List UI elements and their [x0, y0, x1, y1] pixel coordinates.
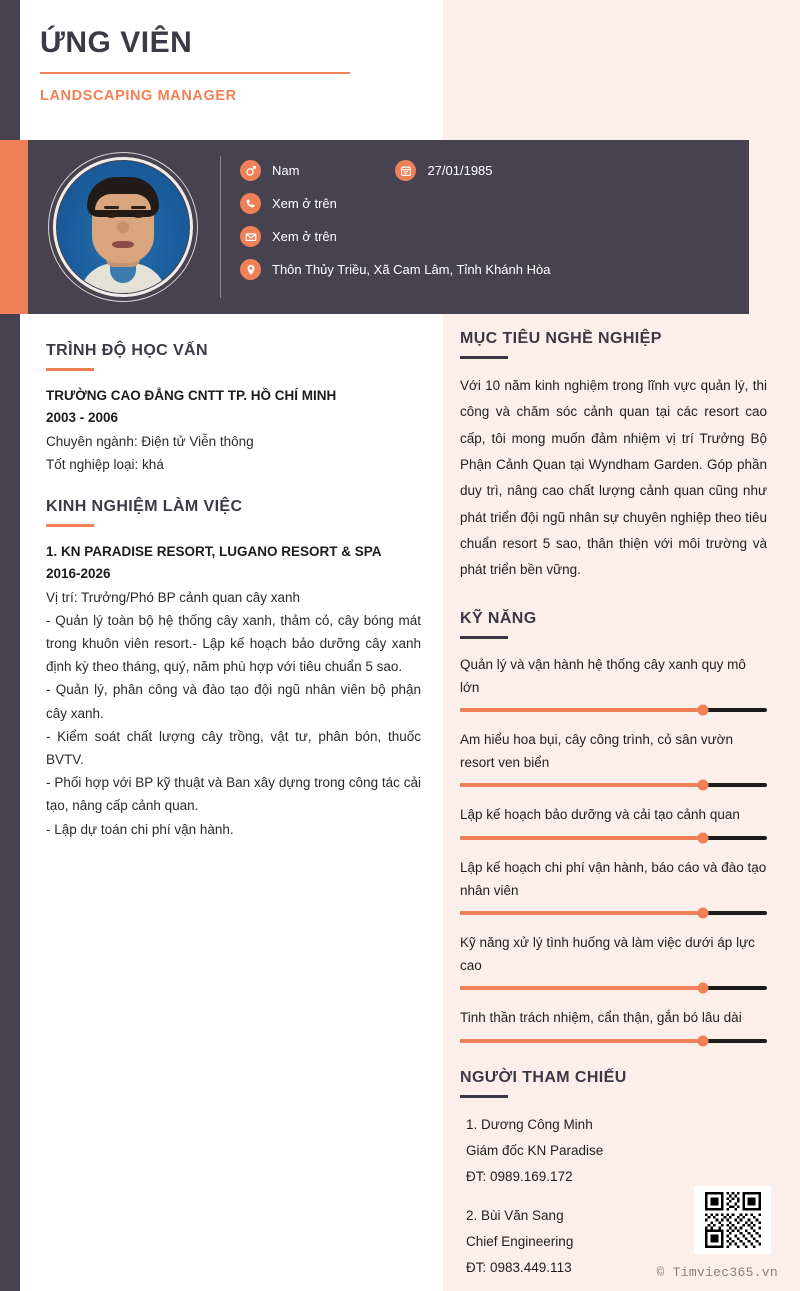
education-heading: TRÌNH ĐỘ HỌC VẤN [46, 342, 208, 359]
contact-row-2 [240, 193, 739, 214]
avatar [48, 152, 198, 302]
contact-phone-value: Xem ở trên [272, 196, 337, 211]
reference-phone: ĐT: 0989.169.172 [466, 1168, 573, 1184]
avatar-photo [57, 161, 189, 293]
skill-label: Quản lý và vận hành hệ thống cây xanh quy mô lớn [460, 656, 746, 695]
skill-label: Kỹ năng xử lý tình huống và làm việc dưới áp lực cao [460, 935, 755, 974]
skill-bar-knob [697, 1035, 708, 1046]
skill-label: Lập kế hoạch bảo dưỡng và cải tạo cảnh quan [460, 807, 740, 823]
contact-row-1 [240, 160, 739, 181]
education-years: 2003 - 2006 [46, 410, 119, 426]
contact-gender [240, 160, 299, 181]
objective-heading-rule [460, 356, 508, 359]
experience-years: 2016-2026 [46, 566, 111, 582]
skill-item [460, 653, 767, 712]
experience-bullet: - Quản lý toàn bộ hệ thống cây xanh, thảm cỏ, cây bóng mát trong khuôn viên resort.- Lập kế hoạch bảo dưỡng cây xanh định kỳ theo tháng, quý, năm phù hợp với tiêu chuẩn 5 sao. [46, 612, 421, 675]
right-column [443, 330, 800, 1281]
skill-label: Am hiểu hoa bụi, cây công trình, cỏ sân vườn resort ven biển [460, 731, 734, 771]
calendar-icon [395, 160, 416, 181]
objective-section [460, 330, 767, 584]
left-orange-accent [0, 140, 28, 314]
location-pin-icon [240, 259, 261, 280]
contact-gender-value: Nam [272, 163, 300, 178]
objective-heading: MỤC TIÊU NGHỀ NGHIỆP [460, 330, 662, 347]
skill-bar-fill [460, 911, 703, 915]
skill-item [460, 931, 767, 990]
contact-birthday [395, 160, 492, 181]
mail-icon [240, 226, 261, 247]
experience-heading: KINH NGHIỆM LÀM VIỆC [46, 497, 243, 515]
gender-icon [240, 160, 261, 181]
reference-item [460, 1112, 767, 1190]
contact-address-value: Thôn Thủy Triều, Xã Cam Lâm, Tỉnh Khánh Hòa [272, 262, 551, 277]
skill-bar-knob [697, 908, 708, 919]
skill-bar-knob [697, 832, 708, 843]
contact-phone [240, 193, 337, 214]
skill-bar [460, 783, 767, 787]
references-heading: NGƯỜI THAM CHIẾU [460, 1068, 627, 1086]
skill-bar-fill [460, 783, 703, 787]
skill-bar-fill [460, 1039, 703, 1043]
experience-section [46, 498, 421, 841]
experience-position: Vị trí: Trưởng/Phó BP cảnh quan cây xanh [46, 589, 301, 605]
skills-section [460, 610, 767, 1043]
education-heading-rule [46, 368, 94, 371]
experience-heading-rule [46, 524, 94, 527]
reference-phone: ĐT: 0983.449.113 [466, 1260, 572, 1276]
reference-name: 2. Bùi Văn Sang [466, 1208, 564, 1224]
skills-heading-rule [460, 636, 508, 639]
qr-code-icon [694, 1186, 771, 1254]
objective-text: Với 10 năm kinh nghiệm trong lĩnh vực quản lý, thi công và chăm sóc cảnh quan tại các resort cao cấp, tôi mong muốn đảm nhiệm vị trí Trưởng Bộ Phận Cảnh Quan tại Wyndham Garden. Góp phần duy trì, nâng cao chất lượng cảnh quan cũng như phát triển đội ngũ nhân sự chuyên nghiệp theo tiêu chuẩn resort 5 sao, thân thiện với môi trường và phát triển bền vững. [460, 378, 767, 578]
phone-icon [240, 193, 261, 214]
reference-role: Chief Engineering [466, 1234, 574, 1250]
skill-item [460, 803, 767, 839]
contact-email-value: Xem ở trên [272, 229, 337, 244]
experience-company: 1. KN PARADISE RESORT, LUGANO RESORT & SPA [46, 543, 382, 559]
contact-birthday-value: 27/01/1985 [427, 163, 493, 178]
name-underline [40, 72, 350, 74]
skill-bar-fill [460, 836, 703, 840]
skill-bar-knob [697, 983, 708, 994]
contact-row-4 [240, 259, 739, 280]
cv-header [20, 0, 443, 140]
skill-bar-knob [697, 704, 708, 715]
references-heading-rule [460, 1095, 508, 1098]
reference-name: 1. Dương Công Minh [466, 1116, 593, 1132]
experience-bullet: - Lập dự toán chi phí vận hành. [46, 821, 234, 837]
contact-address [240, 259, 550, 280]
footer-credit: © Timviec365.vn [656, 1265, 778, 1280]
job-title: LANDSCAPING MANAGER [40, 88, 237, 104]
skill-bar [460, 1039, 767, 1043]
skill-bar [460, 708, 767, 712]
candidate-name: ỨNG VIÊN [40, 26, 193, 59]
skill-item [460, 1006, 767, 1042]
skills-heading: KỸ NĂNG [460, 609, 537, 627]
experience-bullet: - Phối hợp với BP kỹ thuật và Ban xây dựng trong công tác cải tạo, nâng cấp cảnh quan. [46, 775, 421, 814]
skill-item [460, 728, 767, 787]
contact-band [28, 140, 749, 314]
skill-item [460, 856, 767, 915]
contact-divider [220, 156, 221, 298]
experience-bullet: - Quản lý, phân công và đào tạo đội ngũ nhân viên bộ phận cây xanh. [46, 682, 421, 721]
skill-bar [460, 836, 767, 840]
education-grade: Tốt nghiệp loại: khá [46, 456, 164, 472]
skill-bar-knob [697, 780, 708, 791]
experience-bullet: - Kiểm soát chất lượng cây trồng, vật tư, phân bón, thuốc BVTV. [46, 728, 421, 768]
skill-bar-fill [460, 986, 703, 990]
skill-bar [460, 986, 767, 990]
skill-bar [460, 911, 767, 915]
education-section [46, 342, 421, 476]
education-major: Chuyên ngành: Điện tử Viễn thông [46, 433, 254, 449]
contact-list [240, 160, 739, 292]
skill-label: Tinh thần trách nhiệm, cẩn thận, gắn bó lâu dài [460, 1010, 742, 1026]
reference-role: Giám đốc KN Paradise [466, 1142, 604, 1158]
skill-bar-fill [460, 708, 703, 712]
education-school: TRƯỜNG CAO ĐẲNG CNTT TP. HỒ CHÍ MINH [46, 388, 337, 403]
skill-label: Lập kế hoạch chi phí vận hành, báo cáo và đào tạo nhân viên [460, 859, 767, 898]
contact-email [240, 226, 337, 247]
contact-row-3 [240, 226, 739, 247]
left-column [20, 314, 443, 841]
